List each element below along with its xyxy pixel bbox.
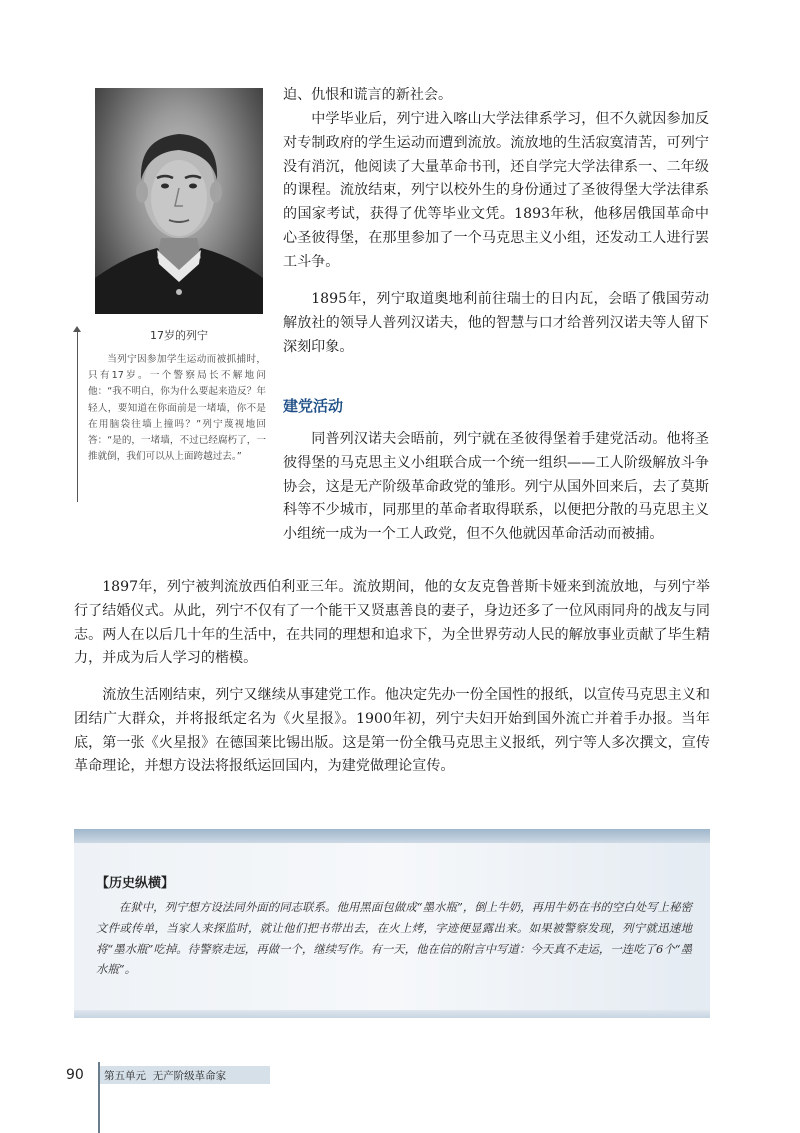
history-box-footer-band bbox=[74, 1010, 710, 1018]
sidenote-rule bbox=[77, 330, 78, 502]
paragraph-4: 同普列汉诺夫会晤前，列宁就在圣彼得堡着手建党活动。他将圣彼得堡的马克思主义小组联合成一个统一组织——工人阶级解放斗争协会，这是无产阶级革命政党的雏形。列宁从国外回来后，去了莫斯科等不少城市，同那里的革命者取得联系，以便把分散的马克思主义小组统一成为一个工人政党，但不久他就因革命活动而被捕。 bbox=[283, 431, 709, 543]
paragraph-5: 1897年，列宁被判流放西伯利亚三年。流放期间，他的女友克鲁普斯卡娅来到流放地，与列宁举行了结婚仪式。从此，列宁不仅有了一个能干又贤惠善良的妻子，身边还多了一位风雨同舟的战友与同志。两人在以后几十年的生活中，在共同的理想和追求下，为全世界劳动人民的解放事业贡献了毕生精力，并成为后人学习的楷模。 bbox=[74, 579, 710, 667]
paragraph-1: 迫、仇恨和谎言的新社会。 bbox=[283, 87, 453, 103]
portrait-illustration bbox=[95, 88, 263, 314]
paragraph-2: 中学毕业后，列宁进入喀山大学法律系学习，但不久就因参加反对专制政府的学生运动而遭到流放。流放地的生活寂寞清苦，可列宁没有消沉，他阅读了大量革命书刊，还自学完大学法律系一、二年级的课程。流放结束，列宁以校外生的身份通过了圣彼得堡大学法律系的国家考试，获得了优等毕业文凭。1893年秋，他移居俄国革命中心圣彼得堡，在那里参加了一个马克思主义小组，还发动工人进行罢工斗争。 bbox=[283, 111, 709, 270]
portrait-photo bbox=[95, 88, 263, 314]
sidenote-text: 当列宁因参加学生运动而被抓捕时，只有17岁。一个警察局长不解地问他：“我不明白，你为什么要起来造反？年轻人，要知道在你面前是一堵墙，你不是在用脑袋往墙上撞吗？”列宁蔑视地回答：“是的，一堵墙，不过已经腐朽了，一推就倒，我们可以从上面跨越过去。” bbox=[88, 354, 266, 463]
history-box-text: 在狱中，列宁想方设法同外面的同志联系。他用黑面包做成“墨水瓶”，倒上牛奶，再用牛奶在书的空白处写上秘密文件或传单，当家人来探监时，就让他们把书带出去，在火上烤，字迹便显露出来。如果被警察发现，列宁就迅速地将“墨水瓶”吃掉。待警察走远，再做一个，继续写作。有一天，他在信的附言中写道：今天真不走运，一连吃了6个“墨水瓶”。 bbox=[96, 900, 692, 977]
paragraph-6: 流放生活刚结束，列宁又继续从事建党工作。他决定先办一份全国性的报纸，以宣传马克思主义和团结广大群众，并将报纸定名为《火星报》。1900年初，列宁夫妇开始到国外流亡并着手办报。当年底，第一张《火星报》在德国莱比锡出版。这是第一份全俄马克思主义报纸，列宁等人多次撰文，宣传革命理论，并想方设法将报纸运回国内，为建党做理论宣传。 bbox=[74, 687, 710, 775]
paragraph-3: 1895年，列宁取道奥地利前往瑞士的日内瓦，会晤了俄国劳动解放社的领导人普列汉诺夫，他的智慧与口才给普列汉诺夫等人留下深刻印象。 bbox=[283, 291, 709, 355]
unit-label: 第五单元 无产阶级革命家 bbox=[104, 1070, 227, 1082]
history-box-title: 【历史纵横】 bbox=[96, 876, 175, 891]
section-heading: 建党活动 bbox=[283, 397, 344, 415]
history-box-header-band bbox=[74, 829, 710, 843]
portrait-caption: 17岁的列宁 bbox=[150, 329, 208, 342]
page-number: 90 bbox=[66, 1067, 84, 1083]
